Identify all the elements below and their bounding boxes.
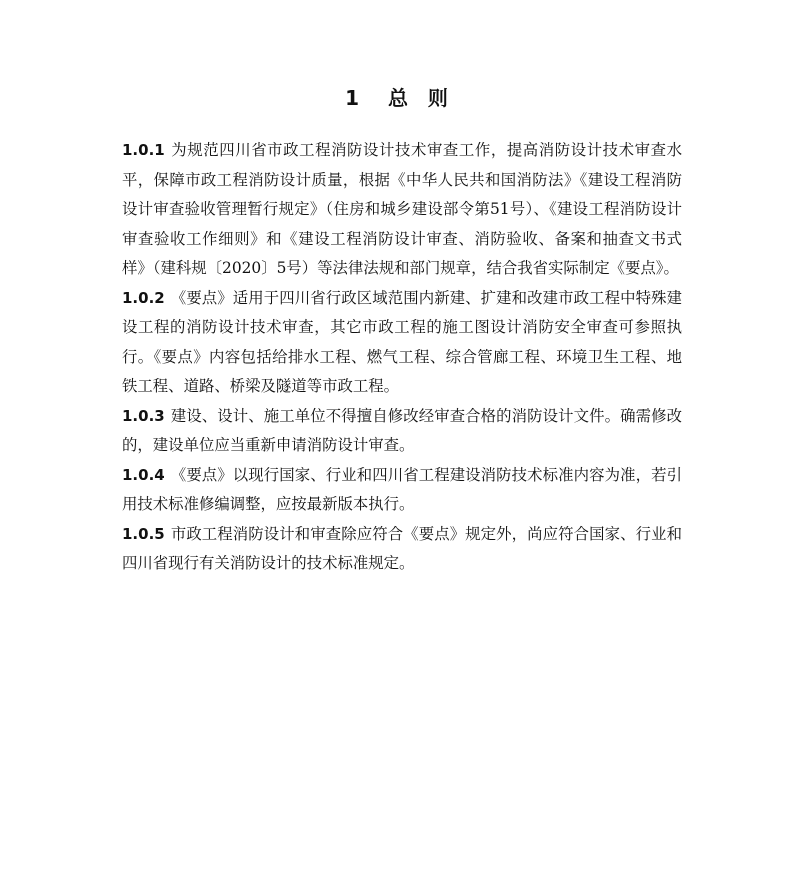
clause-text: 市政工程消防设计和审查除应符合《要点》规定外，尚应符合国家、行业和四川省现行有关消防设计的技术标准规定。 [122,524,682,572]
clause-number: 1.0.5 [122,524,165,543]
clause-1-0-4 [122,461,682,520]
clause-number: 1.0.2 [122,288,165,307]
clause-text: 《要点》以现行国家、行业和四川省工程建设消防技术标准内容为准，若引用技术标准修编调整，应按最新版本执行。 [122,465,682,513]
clause-text: 《要点》适用于四川省行政区域范围内新建、扩建和改建市政工程中特殊建设工程的消防设计技术审查，其它市政工程的施工图设计消防安全审查可参照执行。《要点》内容包括给排水工程、燃气工程、综合管廊工程、环境卫生工程、地铁工程、道路、桥梁及隧道等市政工程。 [122,288,682,395]
clause-text: 建设、设计、施工单位不得擅自修改经审查合格的消防设计文件。确需修改的，建设单位应当重新申请消防设计审查。 [122,406,682,454]
clause-text: 为规范四川省市政工程消防设计技术审查工作，提高消防设计技术审查水平，保障市政工程消防设计质量，根据《中华人民共和国消防法》《建设工程消防设计审查验收管理暂行规定》（住房和城乡建设部令第51号）、《建设工程消防设计审查验收工作细则》和《建设工程消防设计审查、消防验收、备案和抽查文书式样》（建科规〔2020〕5号）等法律法规和部门规章，结合我省实际制定《要点》。 [122,141,682,277]
clause-number: 1.0.3 [122,406,165,425]
clause-1-0-5 [122,520,682,579]
chapter-number: 1 [345,86,362,110]
clause-number: 1.0.4 [122,465,165,484]
clause-1-0-1 [122,136,682,284]
clause-list [122,136,682,579]
chapter-title-text: 总 则 [387,86,450,110]
chapter-title [0,84,795,112]
clause-1-0-3 [122,402,682,461]
clause-number: 1.0.1 [122,141,165,159]
clause-1-0-2 [122,284,682,402]
